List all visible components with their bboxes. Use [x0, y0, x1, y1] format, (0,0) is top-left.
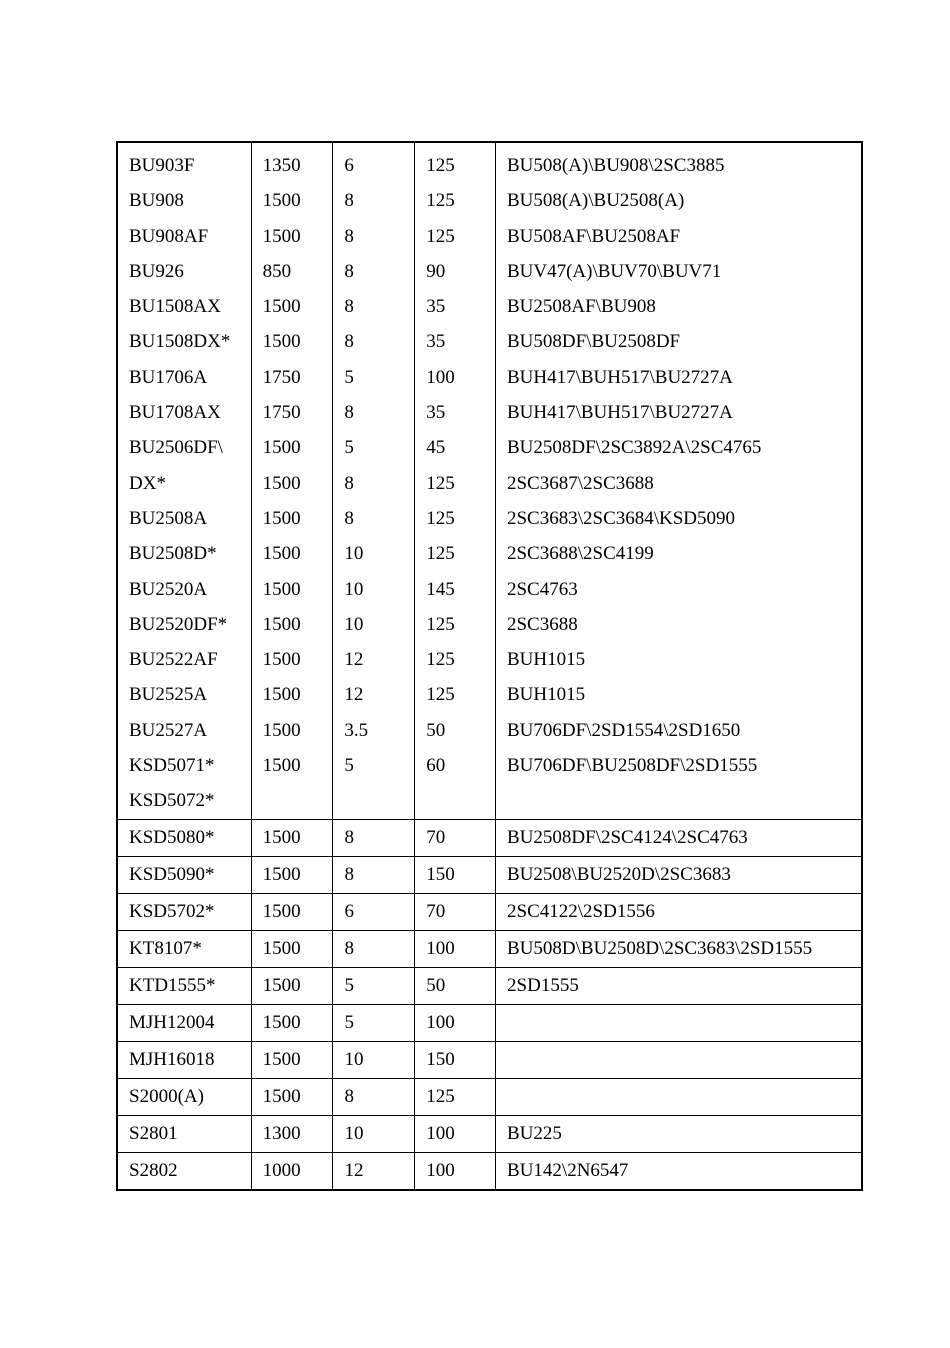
current-cell: 5 [344, 437, 354, 459]
power-cell [415, 783, 495, 818]
power-cell: 125 [426, 190, 455, 212]
substitute-cell: BU706DF\2SD1554\2SD1650 [506, 719, 741, 741]
substitute-cell: BU2508\BU2520D\2SC3683 [507, 863, 731, 885]
power-cell: 145 [426, 578, 455, 600]
current-cell: 8 [344, 296, 354, 318]
power-cell: 125 [426, 649, 455, 671]
substitute-cell: BU142\2N6547 [507, 1159, 629, 1181]
voltage-cell: 1500 [252, 857, 334, 893]
power-cell: 90 [426, 260, 446, 282]
voltage-cell: 1500 [262, 225, 301, 247]
substitute-cell [496, 1042, 861, 1078]
substitute-cell: BU508DF\BU2508DF [506, 331, 681, 353]
group-power-column [415, 143, 496, 819]
table-group-block [118, 143, 861, 820]
power-cell: 125 [426, 507, 455, 529]
table-row [118, 820, 861, 857]
current-cell: 8 [344, 331, 354, 353]
voltage-cell: 1750 [262, 366, 301, 388]
model-cell: KT8107* [118, 931, 252, 967]
power-cell: 125 [426, 543, 455, 565]
power-cell: 125 [426, 155, 455, 176]
current-cell: 8 [344, 402, 354, 424]
substitute-cell: BUH417\BUH517\BU2727A [506, 366, 733, 388]
current-cell: 6 [344, 155, 354, 176]
model-cell: BU903F [129, 155, 195, 176]
substitute-cell [496, 1005, 861, 1041]
current-cell: 8 [344, 190, 354, 212]
table-row [118, 931, 861, 968]
power-cell: 35 [426, 296, 446, 318]
voltage-cell: 1500 [252, 931, 334, 967]
voltage-cell: 1500 [262, 543, 301, 565]
voltage-cell: 1500 [252, 1005, 334, 1041]
voltage-cell: 1500 [262, 296, 301, 318]
voltage-cell: 1500 [262, 684, 301, 706]
voltage-cell: 1500 [252, 820, 334, 856]
substitute-cell: BU706DF\BU2508DF\2SD1555 [506, 755, 758, 777]
model-cell: KTD1555* [118, 968, 252, 1004]
power-cell: 100 [426, 366, 455, 388]
voltage-cell: 1500 [262, 578, 301, 600]
model-cell: KSD5080* [118, 820, 252, 856]
substitute-cell [496, 783, 861, 818]
model-cell: BU1708AX [129, 402, 221, 424]
current-cell: 3.5 [344, 719, 369, 741]
voltage-cell: 1500 [262, 649, 301, 671]
model-cell: BU1508AX [129, 296, 221, 318]
current-cell: 10 [344, 613, 364, 635]
voltage-cell: 850 [262, 260, 292, 282]
model-cell: S2000(A) [118, 1079, 252, 1115]
model-cell: BU2525A [129, 684, 208, 706]
model-cell: KSD5090* [118, 857, 252, 893]
current-cell: 8 [344, 225, 354, 247]
substitute-cell: BU508(A)\BU908\2SC3885 [506, 155, 725, 176]
model-cell: S2802 [118, 1153, 252, 1189]
substitute-cell: BU508AF\BU2508AF [506, 225, 681, 247]
current-cell: 5 [333, 968, 415, 1004]
model-cell: BU2522AF [129, 649, 218, 671]
substitute-cell: 2SC3688 [506, 613, 578, 635]
current-cell: 10 [344, 578, 364, 600]
current-cell: 10 [344, 543, 364, 565]
voltage-cell: 1750 [262, 402, 301, 424]
model-cell: S2801 [118, 1116, 252, 1152]
current-cell: 10 [333, 1116, 415, 1152]
model-cell: KSD5702* [118, 894, 252, 930]
transistor-table [116, 141, 863, 1191]
power-cell: 125 [426, 225, 455, 247]
voltage-cell: 1500 [262, 190, 301, 212]
power-cell: 70 [415, 894, 496, 930]
table-row [118, 1153, 861, 1189]
substitute-cell: 2SD1555 [507, 974, 579, 996]
voltage-cell: 1500 [262, 437, 301, 459]
model-cell: BU926 [129, 260, 184, 282]
current-cell: 10 [333, 1042, 415, 1078]
current-cell: 5 [344, 755, 354, 777]
power-cell: 125 [426, 684, 455, 706]
substitute-cell: BUH417\BUH517\BU2727A [506, 402, 733, 424]
voltage-cell: 1350 [262, 155, 301, 176]
substitute-cell: 2SC4122\2SD1556 [507, 900, 655, 922]
voltage-cell: 1500 [262, 507, 301, 529]
model-cell: BU2508A [129, 507, 208, 529]
current-cell: 8 [333, 857, 415, 893]
table-row [118, 1116, 861, 1153]
voltage-cell: 1500 [252, 894, 334, 930]
model-cell: BU2520DF* [129, 613, 228, 635]
current-cell: 12 [344, 684, 364, 706]
voltage-cell [252, 783, 333, 818]
power-cell: 100 [415, 931, 496, 967]
substitute-cell: BUV47(A)\BUV70\BUV71 [506, 260, 722, 282]
power-cell: 50 [415, 968, 496, 1004]
current-cell: 8 [344, 260, 354, 282]
table-row [118, 857, 861, 894]
voltage-cell: 1500 [252, 1042, 334, 1078]
current-cell: 8 [344, 507, 354, 529]
table-row [118, 1005, 861, 1042]
substitute-cell: 2SC4763 [506, 578, 578, 600]
current-cell: 12 [333, 1153, 415, 1189]
current-cell: 8 [333, 820, 415, 856]
current-cell: 5 [333, 1005, 415, 1041]
voltage-cell: 1500 [262, 331, 301, 353]
power-cell: 125 [415, 1079, 496, 1115]
substitute-cell: 2SC3688\2SC4199 [506, 543, 654, 565]
table-rows [118, 820, 861, 1189]
voltage-cell: 1500 [262, 755, 301, 777]
voltage-cell: 1500 [252, 1079, 334, 1115]
model-cell: BU2508D* [129, 543, 217, 565]
power-cell: 150 [415, 857, 496, 893]
voltage-cell: 1500 [262, 719, 301, 741]
group-substitute-column [496, 143, 861, 819]
power-cell: 35 [426, 402, 446, 424]
model-cell: BU908 [129, 190, 184, 212]
substitute-cell: BU225 [507, 1122, 562, 1144]
current-cell: 5 [344, 366, 354, 388]
table-row [118, 1079, 861, 1116]
model-cell: MJH12004 [118, 1005, 252, 1041]
power-cell: 100 [415, 1153, 496, 1189]
model-cell: BU1508DX* [129, 331, 231, 353]
group-current-column [333, 143, 415, 819]
voltage-cell: 1500 [262, 472, 301, 494]
model-cell: BU2527A [129, 719, 208, 741]
substitute-cell: 2SC3683\2SC3684\KSD5090 [506, 507, 736, 529]
substitute-cell: BUH1015 [506, 684, 586, 706]
model-cell: BU908AF [129, 225, 209, 247]
power-cell: 60 [426, 755, 446, 777]
model-cell: MJH16018 [118, 1042, 252, 1078]
power-cell: 70 [415, 820, 496, 856]
substitute-cell: 2SC3687\2SC3688 [506, 472, 654, 494]
model-cell: BU2520A [129, 578, 208, 600]
power-cell: 100 [415, 1005, 496, 1041]
substitute-cell: BU2508DF\2SC3892A\2SC4765 [506, 437, 762, 459]
current-cell [333, 783, 414, 818]
substitute-cell: BUH1015 [506, 649, 586, 671]
voltage-cell: 1500 [262, 613, 301, 635]
group-voltage-column [252, 143, 334, 819]
power-cell: 125 [426, 613, 455, 635]
voltage-cell: 1000 [252, 1153, 334, 1189]
model-cell: BU2506DF\ [129, 437, 223, 459]
current-cell: 8 [333, 1079, 415, 1115]
current-cell: 6 [333, 894, 415, 930]
model-cell: DX* [129, 472, 166, 494]
power-cell: 45 [426, 437, 446, 459]
table-row [118, 1042, 861, 1079]
current-cell: 12 [344, 649, 364, 671]
substitute-cell: BU2508AF\BU908 [506, 296, 656, 318]
substitute-cell: BU2508DF\2SC4124\2SC4763 [507, 826, 748, 848]
current-cell: 8 [344, 472, 354, 494]
voltage-cell: 1500 [252, 968, 334, 1004]
model-cell: BU1706A [129, 366, 208, 388]
group-model-column [118, 143, 252, 819]
table-row [118, 968, 861, 1005]
power-cell: 150 [415, 1042, 496, 1078]
current-cell: 8 [333, 931, 415, 967]
voltage-cell: 1300 [252, 1116, 334, 1152]
substitute-cell: BU508D\BU2508D\2SC3683\2SD1555 [507, 937, 813, 959]
power-cell: 50 [426, 719, 446, 741]
power-cell: 35 [426, 331, 446, 353]
power-cell: 125 [426, 472, 455, 494]
model-cell: KSD5071* [129, 755, 215, 777]
power-cell: 100 [415, 1116, 496, 1152]
substitute-cell: BU508(A)\BU2508(A) [506, 190, 685, 212]
model-cell: KSD5072* [129, 790, 215, 812]
substitute-cell [496, 1079, 861, 1115]
table-row [118, 894, 861, 931]
